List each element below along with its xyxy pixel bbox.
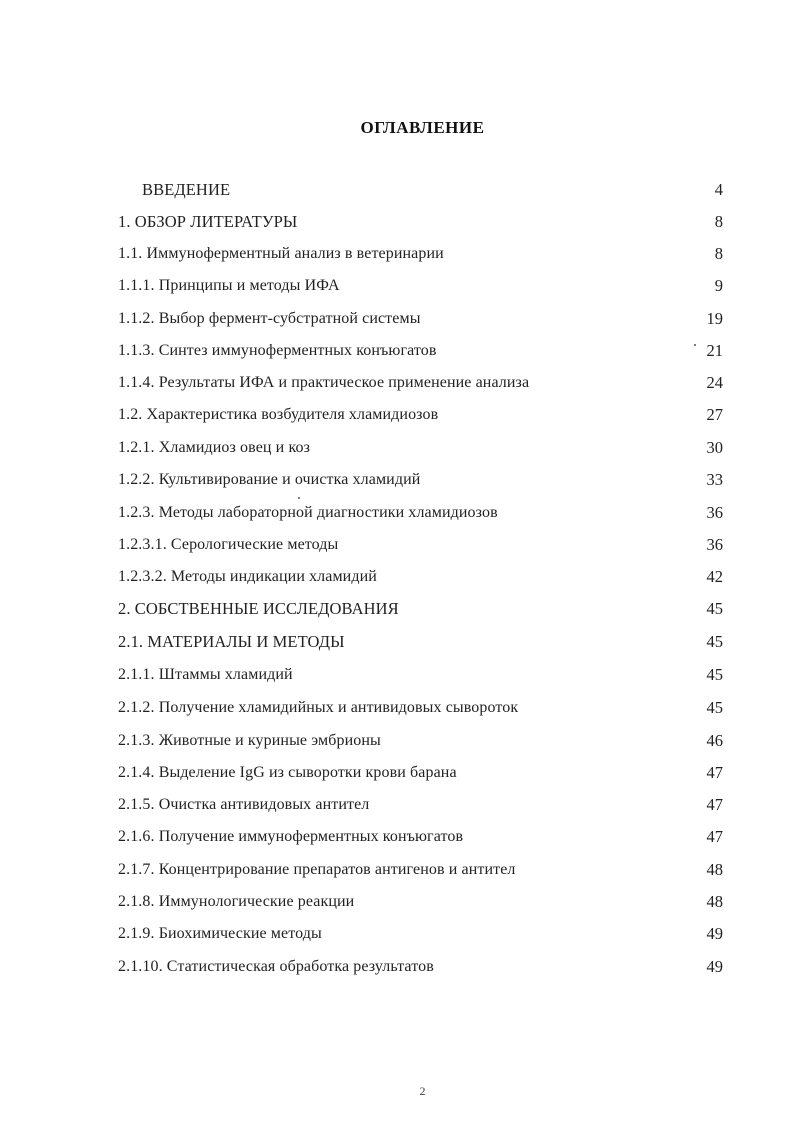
toc-entry-page: 48 [706,860,723,879]
toc-entry-page: 45 [706,632,723,651]
toc-entry-page: 19 [706,309,723,328]
page-number: 2 [419,1084,426,1098]
toc-entry [118,210,723,234]
toc-entry [118,242,723,266]
toc-entry-page: 27 [706,405,723,424]
toc-entry [118,403,723,427]
scan-speck [694,344,696,346]
toc-entry [118,825,723,849]
toc-entry-page: 24 [706,373,723,392]
toc-entry-page: 36 [706,503,723,522]
toc-entry [118,858,723,882]
toc-entry-page: 45 [706,665,723,684]
toc-entry-label: 2.1.5. Очистка антивидовых антител [118,796,370,813]
toc-entry [118,729,723,753]
toc-entry-page: 46 [706,731,723,750]
toc-entry [118,178,723,202]
toc-entry [118,501,723,525]
toc-entry-label: 1.2. Характеристика возбудителя хламидиозов [118,406,439,423]
toc-entry [118,565,723,589]
toc-entry [118,793,723,817]
toc-entry-page: 8 [714,212,723,231]
toc-entry-page: 47 [706,795,723,814]
toc-entry-label: 2.1.4. Выделение IgG из сыворотки крови барана [118,764,457,781]
toc-entry [118,955,723,979]
toc-entry-label: ВВЕДЕНИЕ [142,180,231,199]
toc-entry-label: 1.1. Иммуноферментный анализ в ветеринарии [118,245,444,262]
toc-entry-label: 2. СОБСТВЕННЫЕ ИССЛЕДОВАНИЯ [118,599,399,618]
toc-entry [118,922,723,946]
toc-entry-label: 1.2.3.1. Серологические методы [118,536,339,553]
toc-entry-label: 2.1. МАТЕРИАЛЫ И МЕТОДЫ [118,632,345,651]
toc-entry-page: 8 [714,244,723,263]
toc-entry-label: 2.1.3. Животные и куриные эмбрионы [118,732,381,749]
toc-entry-label: 1.2.3.2. Методы индикации хламидий [118,568,377,585]
toc-entry [118,533,723,557]
toc-entry [118,339,723,363]
toc-entry [118,307,723,331]
toc-entry-label: 2.1.2. Получение хламидийных и антивидовых сывороток [118,699,519,716]
toc-entry-page: 47 [706,827,723,846]
toc-entry [118,371,723,395]
toc-entry [118,761,723,785]
toc-entry-label: 1.2.1. Хламидиоз овец и коз [118,439,311,456]
toc-entry [118,663,723,687]
toc-entry-page: 45 [706,698,723,717]
toc-entry-label: 2.1.9. Биохимические методы [118,925,322,942]
toc-entry-label: 2.1.7. Концентрирование препаратов антигенов и антител [118,861,516,878]
toc-entry-label: 2.1.6. Получение иммуноферментных конъюгатов [118,828,464,845]
toc-entry-page: 49 [706,924,723,943]
toc-entry [118,597,723,621]
toc-entry-page: 42 [706,567,723,586]
toc-entry-page: 45 [706,599,723,618]
toc-entry [118,630,723,654]
toc-entry-page: 9 [714,276,723,295]
toc-entry-page: 36 [706,535,723,554]
toc-entry-label: 1.1.3. Синтез иммуноферментных конъюгатов [118,342,437,359]
toc-entry-label: 1.2.2. Культивирование и очистка хламидий [118,471,421,488]
toc-entry-page: 4 [714,180,723,199]
toc-entry-page: 48 [706,892,723,911]
toc-entry-label: 1.1.2. Выбор фермент-субстратной системы [118,310,421,327]
toc-entry-page: 30 [706,438,723,457]
toc-entry-page: 49 [706,957,723,976]
toc-entry-label: 2.1.1. Штаммы хламидий [118,666,293,683]
toc-entry-label: 1.2.3. Методы лабораторной диагностики хламидиозов [118,504,498,521]
toc-entry [118,468,723,492]
toc-entry [118,696,723,720]
scan-speck [298,497,300,499]
page-title: ОГЛАВЛЕНИЕ [360,118,485,137]
toc-entry-label: 1. ОБЗОР ЛИТЕРАТУРЫ [118,212,298,231]
toc-entry-page: 47 [706,763,723,782]
toc-entry-page: 33 [706,470,723,489]
toc-entry [118,274,723,298]
toc-entry-label: 2.1.10. Статистическая обработка результатов [118,958,434,975]
toc-entry [118,890,723,914]
toc-entry [118,436,723,460]
toc-entry-label: 2.1.8. Иммунологические реакции [118,893,355,910]
toc-entry-label: 1.1.1. Принципы и методы ИФА [118,277,340,294]
toc-entry-page: 21 [706,341,723,360]
toc-entry-label: 1.1.4. Результаты ИФА и практическое применение анализа [118,374,530,391]
